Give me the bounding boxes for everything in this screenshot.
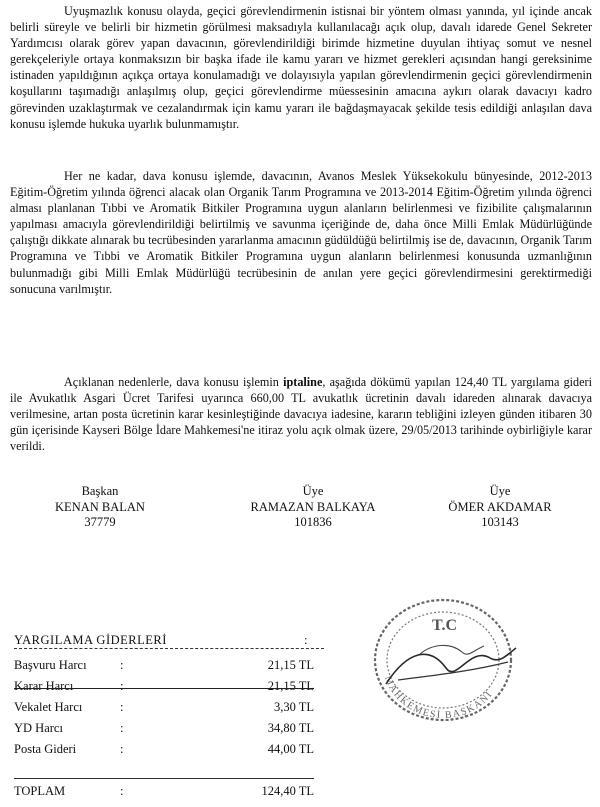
cost-row-postage: Posta Gideri : 44,00 TL [14, 742, 314, 756]
paragraph-verdict: Açıklanan nedenlerle, dava konusu işlemin iptaline, aşağıda dökümü yapılan 124,40 TL yargılama gideri ile Avukatlık Asgari Ücret Tarifesi uyarınca 660,00 TL avukatlık ücretinin davalı idareden alınarak davacıya verilmesine, artan posta ücretinin karar kesinleştiğinde davacıya iadesine, kararın tebliğini izleyen günden itibaren 30 gün içerisinde Kayseri Bölge İdare Mahkemesi'ne itiraz yolu açık olmak üzere, 29/05/2013 tarihinde oybirliğiyle karar verildi. [10, 375, 593, 454]
cost-row-total: TOPLAM : 124,40 TL [14, 784, 314, 798]
verdict-keyword: iptaline [283, 375, 323, 389]
signature-block-president [30, 484, 170, 531]
costs-title: YARGILAMA GİDERLERİ [14, 633, 167, 647]
signature-title: Üye [302, 484, 324, 498]
paragraph-reasoning-1: Uyuşmazlık konusu olayda, geçici görevlendirmenin istisnai bir yöntem olması yanında, yıl içinde ancak belirli süreyle ve belirli bir hizmetin görülmesi maksadıyla kullanılacağı açık olup, davalı idarede Genel Sekreter Yardımcısı olarak görev yapan davacının, görevlendirildiği birimde hizmetine duyulan ihtiyaç somut ve nesnel gerekçeleriyle ortaya konmaksızın bir başka ifade ile kamu yararı ve hizmet gerekleri açısından hangi gereksinime istinaden yapıldığının açıkça ortaya konulamadığı ve dolayısıyla yapılan görevlendirmenin geçici görevlendirmenin koşullarını taşımadığı anlaşılmış olup, geçici görevlendirme müessesinin amacına aykırı olarak davacıyı kadro görevinden uzaklaştırmak ve cezalandırmak için kamu yararı ile bağdaşmayacak şekilde tesis edildiği anlaşılan dava konusu işlemde hukuka uyarlık bulunmamıştır. [10, 4, 592, 131]
signature-title: Üye [489, 484, 511, 498]
signature-block-member-1 [228, 484, 398, 531]
court-decision-page: Uyuşmazlık konusu olayda, geçici görevlendirmenin istisnai bir yöntem olması yanında, yıl içinde ancak belirli süreyle ve belirli bir hizmetin görülmesi maksadıyla kullanılacağı açık olup, davalı idarede Genel Sekreter Yardımcısı olarak görev yapan davacının, görevlendirildiği birimde hizmetine duyulan ihtiyaç somut ve nesnel gerekçeleriyle ortaya konmaksızın bir başka ifade ile kamu yararı ve hizmet gerekleri açısından hangi gereksinime istinaden yapıldığının açıkça ortaya konulamadığı ve dolayısıyla yapılan görevlendirmenin geçici görevlendirmenin koşullarını taşımadığı anlaşılmış olup, geçici görevlendirme müessesinin amacına aykırı olarak davacıyı kadro görevinden uzaklaştırmak ve cezalandırmak için kamu yararı ile bağdaşmayacak şekilde tesis edildiği anlaşılan dava konusu işlemde hukuka uyarlık bulunmamıştır. Her ne kadar, dava konusu işlemde, davacının, Avanos Meslek Yüksekokulu bünyesinde, 2012-2013 Eğitim-Öğretim yılında öğrenci alacak olan Organik Tarım Programına ve 2013-2014 Eğitim-Öğretim yılında öğrenci alması planlanan Tıbbi ve Aromatik Bitkiler Programına uygun alanların belirlenmesi ve fizibilite çalışmalarının yapılması amacıyla görevlendirildiği belirtilmiş ve savunma içeriğinde de, daha önce Milli Emlak Müdürlüğünde çalıştığı dikkate alınarak bu tecrübesinden yararlanma amacının güdüldüğü belirtilmiş ise de, davacının, Organik Tarım Programına ve Tıbbi ve Aromatik Bitkiler Programına uygun alanların belirlenmesi konusunda uzmanlığının bulunmadığı gibi Milli Emlak Müdürlüğü tecrübesinin de anılan yere geçici görevlendirmesini gerektirmediği sonucuna varılmıştır. Açıklanan nedenlerle, dava konusu işlemin iptaline, aşağıda dökümü yapılan 124,40 TL yargılama gideri ile Avukatlık Asgari Ücret Tarifesi uyarınca 660,00 TL avukatlık ücretinin davalı idareden alınarak davacıya verilmesine, artan posta ücretinin karar kesinleştiğinde davacıya iadesine, kararın tebliğini izleyen günden itibaren 30 gün içerisinde Kayseri Bölge İdare Mahkemesi'ne itiraz yolu açık olmak üzere, 29/05/2013 tarihinde oybirliğiyle karar verildi. Başkan KENAN BALAN 37779 Üye RAMAZAN BALKAYA 101836 Üye ÖMER AKDAMAR 103143 T.C MAHKEMESİ BAŞKANI YARGILAMA GİDERLERİ : Başvuru Harcı : 21,15 TL Karar Harcı : 21,15 TL Vekalet Harcı : 3,30 TL YD Harcı : 34,80 TL Posta Gideri : 44,00 TL TOPLAM : 124,40 TL [10, 4, 593, 798]
signature-block-member-2 [425, 484, 575, 531]
cost-row-power-of-attorney-fee: Vekalet Harcı : 3,30 TL [14, 700, 314, 714]
signature-number: 103143 [481, 515, 519, 529]
cost-row-decision-fee: Karar Harcı : 21,15 TL [14, 679, 324, 695]
signature-name: ÖMER AKDAMAR [448, 499, 552, 514]
svg-text:MAHKEMESİ BAŞKANI: MAHKEMESİ BAŞKANI [382, 674, 496, 722]
court-seal-stamp [358, 588, 528, 738]
svg-text:T.C: T.C [432, 617, 458, 634]
signature-name: KENAN BALAN [55, 499, 145, 514]
signature-number: 37779 [84, 515, 116, 529]
cost-row-application-fee: Başvuru Harcı : 21,15 TL [14, 658, 314, 672]
signature-number: 101836 [294, 515, 332, 529]
total-divider [14, 778, 314, 779]
signature-title: Başkan [81, 484, 119, 498]
paragraph-reasoning-2: Her ne kadar, dava konusu işlemde, davacının, Avanos Meslek Yüksekokulu bünyesinde, 2012-2013 Eğitim-Öğretim yılında öğrenci alacak olan Organik Tarım Programına ve 2013-2014 Eğitim-Öğretim yılında öğrenci alması planlanan Tıbbi ve Aromatik Bitkiler Programına uygun alanların belirlenmesi ve fizibilite çalışmalarının yapılması amacıyla görevlendirildiği belirtilmiş ve savunma içeriğinde de, daha önce Milli Emlak Müdürlüğünde çalıştığı dikkate alınarak bu tecrübesinden yararlanma amacının güdüldüğü belirtilmiş ise de, davacının, Organik Tarım Programına ve Tıbbi ve Aromatik Bitkiler Programına uygun alanların belirlenmesi konusunda uzmanlığının bulunmadığı gibi Milli Emlak Müdürlüğü tecrübesinin de anılan yere geçici görevlendirmesini gerektirmediği sonucuna varılmıştır. [10, 169, 592, 296]
cost-row-yd-fee: YD Harcı : 34,80 TL [14, 721, 314, 735]
signature-name: RAMAZAN BALKAYA [250, 499, 376, 514]
